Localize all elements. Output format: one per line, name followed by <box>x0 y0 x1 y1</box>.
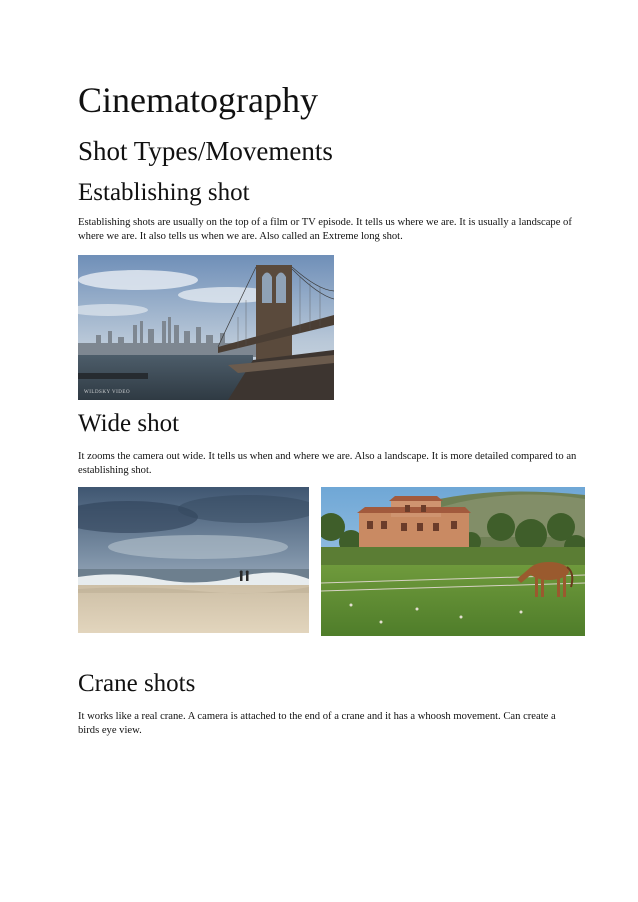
section-heading-wide-shot: Wide shot <box>78 410 180 437</box>
horse-villa-photo <box>321 487 585 636</box>
photo-watermark: WILDSKY VIDEO <box>84 390 131 395</box>
page-subtitle: Shot Types/Movements <box>78 136 333 166</box>
section-text-establishing-shot: Establishing shots are usually on the top of a film or TV episode. It tells us where we are. It is usually a landscape of where we are. It also tells us when we are. Also called an Extreme long shot. <box>78 217 572 242</box>
section-heading-crane-shots: Crane shots <box>78 670 196 697</box>
section-text-wide-shot: It zooms the camera out wide. It tells us when and where we are. Also a landscape. It is more detailed compared to an establishing shot. <box>78 451 577 476</box>
page-title: Cinematography <box>78 80 318 120</box>
section-heading-establishing-shot: Establishing shot <box>78 179 250 206</box>
beach-photo <box>78 487 309 633</box>
section-text-crane-shots: It works like a real crane. A camera is attached to the end of a crane and it has a whoosh movement. Can create a birds eye view. <box>78 711 556 736</box>
bridge-city-photo <box>78 255 334 400</box>
